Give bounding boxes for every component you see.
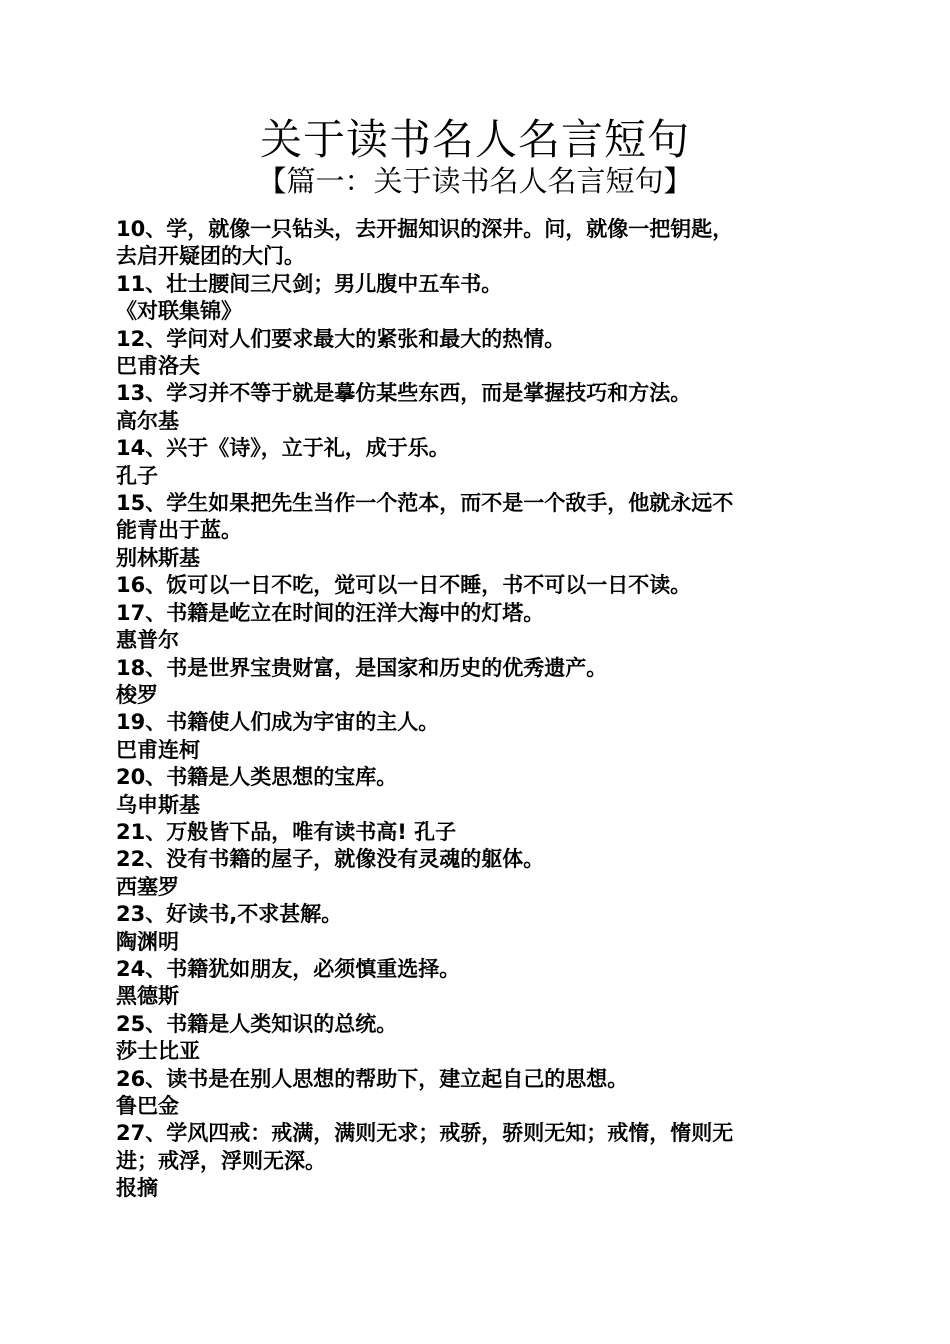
text-line: 别林斯基 bbox=[116, 545, 200, 570]
text-line: 乌申斯基 bbox=[116, 792, 200, 817]
text-line: 11、壮士腰间三尺剑；男儿腹中五车书。 bbox=[116, 271, 503, 296]
text-line: 20、书籍是人类思想的宝库。 bbox=[116, 765, 398, 790]
text-line: 进；戒浮，浮则无深。 bbox=[116, 1148, 326, 1173]
text-line: 能青出于蓝。 bbox=[116, 518, 242, 543]
document-title: 关于读书名人名言短句 bbox=[259, 115, 690, 164]
text-line: 梭罗 bbox=[116, 682, 158, 707]
text-line: 高尔基 bbox=[116, 408, 179, 433]
text-line: 21、万般皆下品，唯有读书高! 孔子 bbox=[116, 819, 457, 844]
text-line: 16、饭可以一日不吃，觉可以一日不睡，书不可以一日不读。 bbox=[116, 573, 692, 598]
text-line: 25、书籍是人类知识的总统。 bbox=[116, 1011, 398, 1036]
text-line: 10、学，就像一只钻头，去开掘知识的深井。问，就像一把钥匙， bbox=[116, 217, 734, 241]
text-line: 17、书籍是屹立在时间的汪洋大海中的灯塔。 bbox=[116, 600, 545, 625]
text-line: 黑德斯 bbox=[116, 984, 179, 1009]
text-line: 12、学问对人们要求最大的紧张和最大的热情。 bbox=[116, 326, 566, 351]
quote-list bbox=[116, 216, 831, 1203]
text-line: 莎士比亚 bbox=[116, 1039, 200, 1064]
text-line: 27、学风四戒：戒满，满则无求；戒骄，骄则无知；戒惰，惰则无 bbox=[116, 1121, 734, 1146]
text-line: 报摘 bbox=[116, 1176, 158, 1201]
text-line: 18、书是世界宝贵财富，是国家和历史的优秀遗产。 bbox=[116, 655, 608, 680]
text-line: 14、兴于《诗》，立于礼，成于乐。 bbox=[116, 436, 450, 461]
text-line: 巴甫洛夫 bbox=[116, 354, 200, 379]
text-line: 23、好读书,不求甚解。 bbox=[116, 902, 343, 927]
text-line: 26、读书是在别人思想的帮助下，建立起自己的思想。 bbox=[116, 1066, 629, 1091]
text-line: 惠普尔 bbox=[116, 628, 179, 653]
text-line: 孔子 bbox=[116, 463, 158, 488]
text-line: 19、书籍使人们成为宇宙的主人。 bbox=[116, 710, 440, 735]
text-line: 22、没有书籍的屋子，就像没有灵魂的躯体。 bbox=[116, 847, 545, 872]
text-line: 24、书籍犹如朋友，必须慎重选择。 bbox=[116, 956, 461, 981]
text-line: 鲁巴金 bbox=[116, 1094, 179, 1118]
text-line: 13、学习并不等于就是摹仿某些东西，而是掌握技巧和方法。 bbox=[116, 381, 692, 406]
document-subtitle: 【篇一：关于读书名人名言短句】 bbox=[257, 164, 693, 198]
text-line: 陶渊明 bbox=[116, 929, 179, 954]
text-line: 巴甫连柯 bbox=[116, 737, 200, 762]
text-line: 15、学生如果把先生当作一个范本，而不是一个敌手，他就永远不 bbox=[116, 491, 734, 516]
text-line: 西塞罗 bbox=[116, 874, 179, 899]
text-line: 去启开疑团的大门。 bbox=[116, 244, 305, 269]
text-line: 《对联集锦》 bbox=[116, 299, 242, 324]
